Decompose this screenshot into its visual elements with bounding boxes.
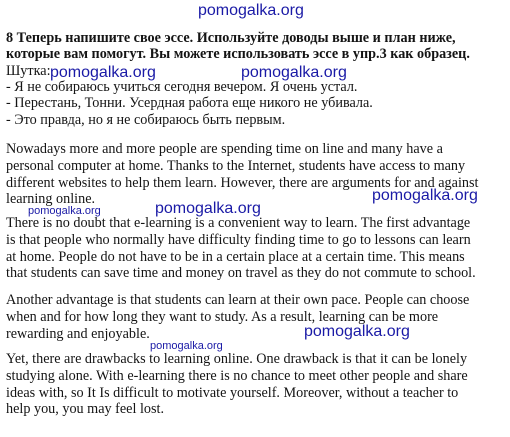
paragraph-2-line: is that people who normally have difficulty finding time to go to lessons can learn	[6, 232, 471, 248]
paragraph-1-line: different websites to help them learn. However, there are arguments for and against	[6, 175, 479, 191]
joke-line: - Перестань, Тонни. Усердная работа еще никого не убивала.	[6, 95, 373, 111]
watermark: pomogalka.org	[155, 200, 261, 217]
watermark: pomogalka.org	[304, 323, 410, 340]
paragraph-3-line: when and for how long they want to study. As a result, learning can be more	[6, 309, 439, 325]
paragraph-1-line: learning online.	[6, 191, 96, 207]
task-heading-line-2: которые вам помогут. Вы можете использовать эссе в упр.3 как образец.	[6, 46, 470, 62]
paragraph-4-line: ideas with, so It Is difficult to motivate yourself. Moreover, without a teacher to	[6, 385, 459, 401]
paragraph-3-line: rewarding and enjoyable.	[6, 326, 150, 342]
paragraph-4-line: help you, you may feel lost.	[6, 401, 165, 417]
paragraph-4-line: Yet, there are drawbacks to learning online. One drawback is that it can be lonely	[6, 351, 468, 367]
watermark: pomogalka.org	[28, 205, 101, 217]
joke-line: - Это правда, но я не собираюсь быть первым.	[6, 112, 286, 128]
watermark: pomogalka.org	[50, 64, 156, 81]
joke-label: Шутка:	[6, 63, 51, 79]
watermark: pomogalka.org	[372, 187, 478, 204]
paragraph-4-line: studying alone. With e-learning there is no chance to meet other people and share	[6, 368, 468, 384]
watermark: pomogalka.org	[150, 340, 223, 352]
task-heading-line-1: 8 Теперь напишите свое эссе. Используйте доводы выше и план ниже,	[6, 30, 456, 46]
paragraph-2-line: There is no doubt that e-learning is a convenient way to learn. The first advantage	[6, 215, 471, 231]
paragraph-3-line: Another advantage is that students can learn at their own pace. People can choose	[6, 292, 470, 308]
joke-line: - Я не собираюсь учиться сегодня вечером. Я очень устал.	[6, 79, 358, 95]
watermark: pomogalka.org	[241, 64, 347, 81]
watermark-top: pomogalka.org	[198, 2, 304, 19]
paragraph-1-line: personal computer at home. Thanks to the Internet, students have access to many	[6, 158, 466, 174]
paragraph-2-line: at home. People do not have to be in a certain place at a certain time. This means	[6, 249, 465, 265]
paragraph-2-line: that students can save time and money on travel as they do not commute to school.	[6, 265, 476, 281]
paragraph-1-line: Nowadays more and more people are spending time on line and many have a	[6, 141, 443, 157]
